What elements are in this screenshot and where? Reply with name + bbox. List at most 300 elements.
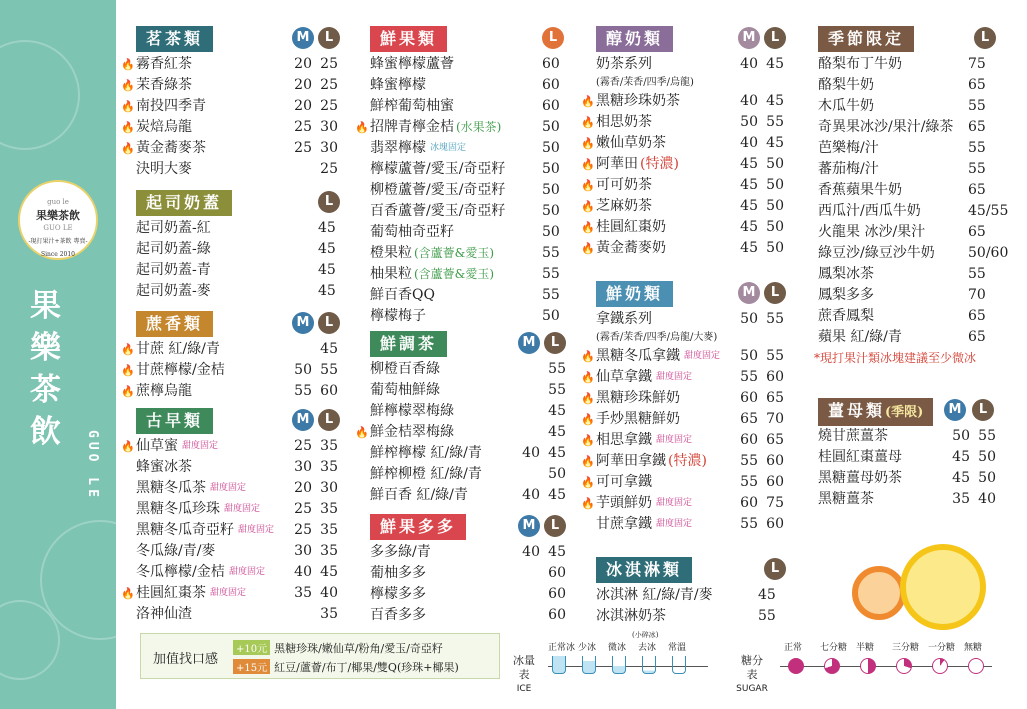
size-l-badge: L	[318, 27, 340, 49]
menu-item	[818, 306, 1014, 327]
price-l: 55	[766, 114, 784, 130]
size-l-badge: L	[542, 27, 564, 49]
hot-drink-icon: 🔥	[581, 179, 595, 192]
item-name: 鮮百香QQ	[370, 287, 435, 303]
section-title	[596, 26, 673, 52]
menu-item	[818, 96, 1014, 117]
hot-drink-icon: 🔥	[581, 200, 595, 213]
item-name: 相思奶茶	[596, 114, 652, 130]
ice-level-label: 微冰	[608, 643, 627, 653]
price-l: 55	[548, 382, 566, 398]
item-name: 招牌青檸金桔	[370, 119, 454, 135]
menu-item	[818, 117, 1014, 138]
price-m: 30	[294, 459, 312, 475]
price: 50	[542, 308, 560, 324]
sugar-scale-label	[736, 654, 768, 696]
item-name: 檸檬梅子	[370, 308, 426, 324]
section-latte	[581, 281, 788, 535]
menu-item	[370, 138, 564, 159]
item-name: 蜂蜜冰茶	[136, 459, 192, 475]
item-name: 蕃茄梅/汁	[818, 161, 879, 177]
section-title	[136, 26, 213, 52]
item-name: 桂圓紅棗茶	[136, 585, 206, 601]
logo-name: 果樂茶飲	[36, 209, 80, 222]
price: 50	[542, 182, 560, 198]
price-l: 45	[320, 564, 338, 580]
item-name: 冰淇淋奶茶	[596, 608, 666, 624]
price: 65	[968, 224, 986, 240]
price-m: 55	[740, 369, 758, 385]
item-extra-note: (含蘆薈&愛玉)	[414, 246, 495, 260]
hot-drink-icon: 🔥	[581, 242, 595, 255]
item-extra-note: (水果茶)	[456, 120, 502, 134]
price-l: 55	[766, 348, 784, 364]
section-title	[136, 190, 232, 216]
price-m: 50	[740, 114, 758, 130]
menu-item	[370, 285, 564, 306]
price: 55	[542, 266, 560, 282]
menu-item	[818, 54, 1014, 75]
price-l: 40	[978, 491, 996, 507]
logo-en: GUO LE	[43, 224, 73, 232]
price-m: 40	[522, 487, 540, 503]
menu-item	[818, 327, 1014, 348]
price-l: 60	[320, 383, 338, 399]
price: 50	[542, 140, 560, 156]
item-special-note: (特濃)	[668, 453, 707, 469]
hot-drink-icon: 🔥	[581, 158, 595, 171]
size-l-badge: L	[318, 409, 340, 431]
section-ancient	[121, 408, 346, 625]
item-name: 燒甘蔗薑茶	[818, 428, 888, 444]
item-name: 黑糖冬瓜珍珠	[136, 501, 220, 517]
price-m: 35	[952, 491, 970, 507]
price-l: 45	[548, 487, 566, 503]
price-m: 40	[522, 544, 540, 560]
price: 50/60	[968, 245, 1009, 261]
menu-item	[121, 117, 346, 138]
price-l: 50	[978, 449, 996, 465]
price-l: 40	[320, 585, 338, 601]
section-header	[136, 408, 346, 434]
item-name: 木瓜牛奶	[818, 98, 874, 114]
price-m: 60	[740, 432, 758, 448]
hot-drink-icon: 🔥	[121, 79, 135, 92]
price-m: 35	[294, 585, 312, 601]
section-cheese	[136, 190, 346, 302]
section-title-text: 鮮果類	[380, 29, 438, 48]
price-l: 30	[320, 119, 338, 135]
section-header	[370, 514, 564, 540]
section-title-text: 古早類	[146, 411, 204, 430]
price-m: 50	[740, 348, 758, 364]
price: 60	[542, 98, 560, 114]
menu-item	[818, 489, 994, 510]
series-flavors	[596, 330, 788, 346]
menu-item	[370, 584, 564, 605]
hot-drink-icon: 🔥	[581, 350, 595, 363]
section-title-text: 醇奶類	[606, 29, 664, 48]
item-name: 黃金蕎麥奶	[596, 240, 666, 256]
lemon-slice-illustration	[900, 544, 986, 630]
item-name: 桂圓紅棗薑母	[818, 449, 902, 465]
price: 45	[318, 241, 336, 257]
menu-item	[818, 201, 1014, 222]
price-m: 40	[740, 56, 758, 72]
size-l-badge: L	[544, 332, 566, 354]
section-title-text: 鮮調茶	[380, 334, 438, 353]
price-l: 45	[766, 135, 784, 151]
item-name: 奇異果冰沙/果汁/綠茶	[818, 119, 954, 135]
hot-drink-icon: 🔥	[121, 343, 135, 356]
ice-scale	[508, 631, 708, 694]
sugar-pie-icon	[788, 658, 804, 674]
section-title	[370, 514, 466, 540]
item-name: 仙草蜜	[136, 438, 178, 454]
menu-item	[121, 381, 346, 402]
price-m: 55	[740, 474, 758, 490]
item-name: 阿華田	[596, 156, 638, 172]
size-l-badge: L	[764, 558, 786, 580]
hot-drink-icon: 🔥	[355, 426, 369, 439]
price-l: 50	[766, 198, 784, 214]
menu-item	[581, 409, 788, 430]
item-name: 黑糖冬瓜拿鐵	[596, 348, 680, 364]
item-name: 黑糖冬瓜茶	[136, 480, 206, 496]
price-m: 20	[294, 98, 312, 114]
addon-price-tag: +15元	[233, 659, 270, 674]
item-extra-note: 冰塊固定	[430, 143, 467, 153]
section-title-text: 起司奶蓋	[146, 193, 223, 212]
price-l: 45	[548, 544, 566, 560]
item-name: 鳳梨多多	[818, 287, 874, 303]
item-name: 鮮榨柳橙 紅/綠/青	[370, 466, 482, 482]
price: 50	[542, 119, 560, 135]
price-m: 45	[952, 449, 970, 465]
size-m-badge: M	[292, 312, 314, 334]
item-name: 蔗檸烏龍	[136, 383, 192, 399]
item-name: 鮮金桔翠梅綠	[370, 424, 454, 440]
menu-item	[818, 138, 1014, 159]
menu-item	[581, 217, 788, 238]
item-name: 阿華田拿鐵	[596, 453, 666, 469]
section-title-text: 季節限定	[828, 29, 905, 48]
price-l: 75	[766, 495, 784, 511]
menu-item	[581, 133, 788, 154]
section-title	[370, 26, 447, 52]
season-note	[814, 348, 1014, 369]
item-name: 香蕉蘋果牛奶	[818, 182, 902, 198]
logo-tagline: -現打果汁+茶飲 專賣-	[28, 238, 88, 245]
price-m: 50	[294, 362, 312, 378]
menu-item	[370, 401, 564, 422]
menu-item	[121, 75, 346, 96]
section-header	[818, 398, 994, 424]
menu-item	[121, 436, 346, 457]
section-fruit	[355, 26, 564, 327]
price-l: 55	[320, 362, 338, 378]
menu-item	[581, 112, 788, 133]
section-cane	[121, 311, 346, 402]
price-l: 25	[320, 98, 338, 114]
addon-row-1	[233, 640, 443, 656]
item-name: 仙草拿鐵	[596, 369, 652, 385]
item-name: 起司奶蓋-青	[136, 262, 211, 278]
item-name: 酪梨牛奶	[818, 77, 874, 93]
sugar-label-zh: 糖分表	[741, 654, 763, 681]
menu-item	[121, 96, 346, 117]
item-name: 甘蔗拿鐵	[596, 516, 652, 532]
series-name: 拿鐵系列	[596, 311, 652, 327]
price: 45/55	[968, 203, 1009, 219]
price-l: 60	[766, 453, 784, 469]
section-title-text: 薑母類	[828, 401, 886, 420]
section-header	[596, 26, 788, 52]
menu-item	[121, 138, 346, 159]
section-header	[136, 311, 346, 337]
item-name: 蔗香鳳梨	[818, 308, 874, 324]
sugar-pie-icon	[824, 658, 840, 674]
item-name: 檸檬多多	[370, 586, 426, 602]
sweetness-fixed-note: 甜度固定	[224, 504, 261, 514]
addon-label: 加值找口感	[153, 652, 219, 667]
menu-item	[121, 583, 346, 604]
ice-level-label: 正常冰	[548, 643, 576, 653]
brand-title-en: GUO LE	[85, 430, 100, 501]
series-flavors-text: (霧香/茉香/四季/烏龍/大麥)	[596, 332, 718, 343]
price: 70	[968, 287, 986, 303]
menu-item	[136, 499, 346, 520]
price-m: 20	[294, 77, 312, 93]
section-title-text: 冰淇淋類	[606, 560, 683, 579]
price-l: 30	[320, 480, 338, 496]
price: 45	[318, 283, 336, 299]
price: 50	[542, 203, 560, 219]
sugar-pie-icon	[968, 658, 984, 674]
section-title-text: 鮮奶類	[606, 284, 664, 303]
menu-item	[121, 339, 346, 360]
hot-drink-icon: 🔥	[581, 497, 595, 510]
item-name: 鮮檸檬翠梅綠	[370, 403, 454, 419]
price-m: 25	[294, 501, 312, 517]
menu-item	[581, 196, 788, 217]
price: 55	[968, 161, 986, 177]
sugar-scale	[736, 638, 1016, 694]
section-ginger	[818, 398, 994, 510]
price-l: 35	[320, 501, 338, 517]
menu-item	[818, 285, 1014, 306]
size-m-badge: M	[292, 27, 314, 49]
menu-item	[370, 243, 564, 264]
price-l: 55	[548, 361, 566, 377]
ice-cup-icon	[612, 656, 626, 674]
item-name: 南投四季青	[136, 98, 206, 114]
size-l-badge: L	[972, 399, 994, 421]
price-m: 20	[294, 56, 312, 72]
menu-item	[596, 514, 788, 535]
item-name: 鮮百香 紅/綠/青	[370, 487, 468, 503]
sweetness-fixed-note: 甜度固定	[238, 525, 275, 535]
menu-item	[370, 180, 564, 201]
price-m: 40	[740, 93, 758, 109]
item-name: 翡翠檸檬	[370, 140, 426, 156]
item-name: 芝麻奶茶	[596, 198, 652, 214]
price-m: 50	[740, 311, 758, 327]
menu-item	[136, 239, 346, 260]
hot-drink-icon: 🔥	[581, 434, 595, 447]
menu-item	[581, 91, 788, 112]
item-name: 火龍果 冰沙/果汁	[818, 224, 926, 240]
item-name: 冬瓜檸檬/金桔	[136, 564, 225, 580]
section-title	[136, 311, 213, 337]
size-l-badge: L	[764, 282, 786, 304]
sugar-pie-icon	[896, 658, 912, 674]
price: 50	[542, 224, 560, 240]
price-m: 40	[294, 564, 312, 580]
item-name: 葡柚多多	[370, 565, 426, 581]
price-m: 45	[740, 240, 758, 256]
price-m: 40	[522, 445, 540, 461]
hot-drink-icon: 🔥	[581, 413, 595, 426]
series-flavors-text: (霧香/茉香/四季/烏龍)	[596, 77, 694, 88]
menu-item	[370, 96, 564, 117]
item-name: 黑糖冬瓜奇亞籽	[136, 522, 234, 538]
price-m: 55	[740, 516, 758, 532]
menu-item	[136, 604, 346, 625]
section-title-text: 茗茶類	[146, 29, 204, 48]
sweetness-fixed-note: 甜度固定	[656, 372, 693, 382]
price-m: 25	[294, 140, 312, 156]
size-l-badge: L	[544, 515, 566, 537]
seasonal-tag: (季限)	[885, 405, 924, 420]
price-m: 45	[740, 198, 758, 214]
item-name: 黃金蕎麥茶	[136, 140, 206, 156]
price: 65	[968, 119, 986, 135]
size-m-badge: M	[738, 282, 760, 304]
sweetness-fixed-note: 甜度固定	[656, 519, 693, 529]
item-name: 黑糖薑母奶茶	[818, 470, 902, 486]
sugar-scale-line	[780, 666, 992, 667]
orange-slice-illustration	[852, 566, 906, 620]
price-m: 25	[294, 522, 312, 538]
menu-item	[136, 281, 346, 302]
menu-item	[818, 447, 994, 468]
menu-item	[370, 380, 564, 401]
price: 55	[542, 245, 560, 261]
price-l: 60	[548, 565, 566, 581]
section-title	[596, 557, 692, 583]
addon-panel	[140, 633, 500, 679]
addon-items: 紅豆/蘆薈/布丁/椰果/雙Q(珍珠+椰果)	[274, 661, 459, 674]
price: 65	[968, 329, 986, 345]
price-l: 65	[766, 390, 784, 406]
hot-drink-icon: 🔥	[581, 455, 595, 468]
price-m: 40	[740, 135, 758, 151]
price: 55	[968, 98, 986, 114]
section-header	[596, 281, 788, 307]
price-l: 35	[320, 438, 338, 454]
hot-drink-icon: 🔥	[121, 121, 135, 134]
menu-item	[136, 562, 346, 583]
menu-item	[581, 238, 788, 259]
series-item	[596, 54, 788, 75]
size-m-badge: M	[292, 409, 314, 431]
price: 55	[758, 608, 776, 624]
price: 65	[968, 308, 986, 324]
menu-item	[581, 430, 788, 451]
item-name: 蘋果 紅/綠/青	[818, 329, 902, 345]
price-m: 25	[294, 438, 312, 454]
item-name: 柳橙百香綠	[370, 361, 440, 377]
hot-drink-icon: 🔥	[581, 95, 595, 108]
menu-item	[581, 154, 788, 175]
menu-item	[136, 478, 346, 499]
price-m: 25	[294, 119, 312, 135]
menu-item	[581, 367, 788, 388]
item-name: 茉香綠茶	[136, 77, 192, 93]
section-mix	[355, 331, 566, 506]
price-m: 55	[740, 453, 758, 469]
menu-item	[818, 180, 1014, 201]
logo-since: Since 2010	[41, 251, 75, 258]
item-name: 起司奶蓋-麥	[136, 283, 211, 299]
menu-item	[818, 222, 1014, 243]
sugar-pie-icon	[860, 658, 876, 674]
size-l-badge: L	[318, 191, 340, 213]
hot-drink-icon: 🔥	[355, 121, 369, 134]
section-title	[596, 281, 673, 307]
section-duo	[370, 514, 564, 626]
item-name: 橙果粒	[370, 245, 412, 261]
hot-drink-icon: 🔥	[581, 392, 595, 405]
item-name: 檸檬蘆薈/愛玉/奇亞籽	[370, 161, 506, 177]
hot-drink-icon: 🔥	[121, 142, 135, 155]
price-l: 45	[548, 424, 566, 440]
price-l: 60	[766, 474, 784, 490]
hot-drink-icon: 🔥	[581, 137, 595, 150]
item-special-note: (特濃)	[640, 156, 679, 172]
price-l: 35	[320, 459, 338, 475]
menu-item	[818, 243, 1014, 264]
sweetness-fixed-note: 甜度固定	[684, 351, 721, 361]
price-m: 45	[740, 156, 758, 172]
menu-item	[121, 54, 346, 75]
section-title	[136, 408, 213, 434]
menu-item	[818, 468, 994, 489]
menu-item	[581, 493, 788, 514]
menu-item	[121, 360, 346, 381]
item-name: 黑糖珍珠鮮奶	[596, 390, 680, 406]
menu-item	[596, 585, 788, 606]
menu-item	[370, 75, 564, 96]
section-season	[814, 26, 1014, 369]
hot-drink-icon: 🔥	[121, 364, 135, 377]
price-l: 50	[766, 219, 784, 235]
item-name: 柳橙蘆薈/愛玉/奇亞籽	[370, 182, 506, 198]
item-name: 柚果粒	[370, 266, 412, 282]
hot-drink-icon: 🔥	[121, 58, 135, 71]
price-m: 50	[952, 428, 970, 444]
item-name: 葡萄柚鮮綠	[370, 382, 440, 398]
ice-cup-icon	[642, 656, 656, 674]
menu-item	[818, 426, 994, 447]
sugar-level-label: 三分糖	[892, 643, 920, 653]
hot-drink-icon: 🔥	[581, 221, 595, 234]
price-m: 45	[740, 219, 758, 235]
sweetness-fixed-note: 甜度固定	[182, 441, 219, 451]
price-l: 45	[548, 403, 566, 419]
logo-top-text: guo le	[47, 198, 69, 206]
